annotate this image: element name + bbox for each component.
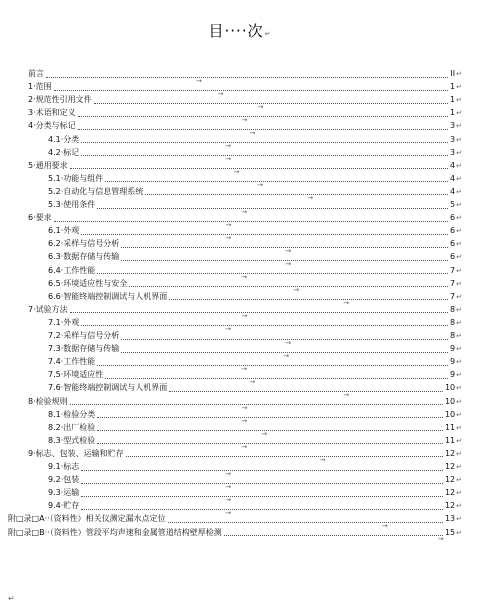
paragraph-mark-icon: ↵: [456, 83, 462, 92]
tab-arrow-icon: →: [343, 390, 350, 399]
toc-entry-page: 9: [450, 344, 456, 354]
tab-arrow-icon: →: [241, 417, 248, 426]
toc-entry-label: 8.1·检验分类: [48, 409, 96, 419]
dot-leader: [97, 430, 443, 439]
paragraph-mark-icon: ↵: [456, 109, 462, 118]
tab-arrow-icon: →: [225, 508, 232, 517]
toc-entry-label: 附□录□B··（资料性）管段平均声速和金属管道结构壁厚检测: [8, 527, 222, 537]
toc-entry-label: 9·标志、包装、运输和贮存: [28, 448, 124, 458]
dot-leader: [78, 128, 448, 137]
paragraph-mark-icon: ↵: [456, 489, 462, 498]
toc-entry-page: 3: [450, 134, 456, 144]
toc-entry-label: 7·试验方法: [28, 304, 68, 314]
tab-arrow-icon: →: [261, 430, 268, 439]
paragraph-mark-icon: ↵: [456, 148, 462, 157]
tab-arrow-icon: →: [225, 495, 232, 504]
tab-arrow-icon: →: [241, 115, 248, 124]
paragraph-mark-icon: ↵: [456, 436, 462, 445]
end-paragraph-mark-icon: ↵: [8, 594, 15, 603]
toc-entry[interactable]: [48, 278, 462, 295]
toc-entry-page: 5: [450, 200, 456, 209]
title-text: 目····次: [208, 22, 264, 40]
toc-entry-label: 5.3·使用条件: [48, 200, 96, 209]
toc-entry-page: 4: [450, 186, 456, 196]
tab-arrow-icon: →: [225, 469, 232, 478]
tab-arrow-icon: →: [241, 273, 248, 281]
paragraph-mark-icon: ↵: [456, 70, 462, 78]
toc-entry-page: 8: [450, 317, 456, 327]
toc-entry-label: 6·要求: [28, 213, 52, 223]
toc-entry-label: 5.1·功能与组件: [48, 173, 104, 183]
toc-entry[interactable]: [28, 120, 462, 137]
toc-entry[interactable]: [48, 461, 462, 478]
toc-entry-page: 6: [450, 226, 456, 236]
toc-entry-page: 6: [450, 213, 456, 223]
toc-entry[interactable]: [48, 251, 462, 268]
dot-leader: [121, 246, 448, 255]
toc-entry-page: 6: [450, 239, 456, 249]
toc-entry-label: 7.1·外观: [48, 317, 80, 327]
toc-entry-label: 7.3·数据存储与传输: [48, 344, 120, 354]
dot-leader: [81, 233, 448, 242]
tab-arrow-icon: →: [249, 128, 256, 137]
paragraph-mark-icon: ↵: [456, 528, 462, 537]
toc-entry[interactable]: [48, 173, 462, 190]
tab-arrow-icon: →: [381, 521, 388, 530]
toc-entry-label: 前言: [28, 69, 44, 78]
toc-entry-label: 附□录□A··（资料性）相关仪测定漏水点定位: [8, 514, 166, 524]
toc-entry-page: 12: [444, 475, 456, 485]
tab-arrow-icon: →: [225, 155, 232, 164]
toc-entry[interactable]: [48, 265, 462, 281]
dot-leader: [169, 299, 448, 308]
toc-entry-page: 1: [450, 108, 456, 118]
toc-entry[interactable]: [28, 448, 462, 465]
toc-entry-page: 9: [450, 357, 456, 367]
toc-entry-page: 12: [444, 462, 456, 471]
toc-entry[interactable]: [48, 487, 462, 504]
toc-entry-label: 9.1·标志: [48, 462, 80, 471]
tab-arrow-icon: →: [225, 482, 232, 491]
paragraph-mark-icon: ↵: [456, 174, 462, 183]
tab-arrow-icon: →: [217, 89, 224, 98]
paragraph-mark-icon: ↵: [456, 345, 462, 354]
toc-entry[interactable]: [28, 160, 462, 177]
toc-entry-page: 7: [450, 265, 456, 275]
paragraph-mark-icon: ↵: [456, 240, 462, 249]
toc-entry-page: 7: [450, 278, 456, 288]
toc-entry-page: 7: [450, 291, 456, 301]
paragraph-mark-icon: ↵: [456, 292, 462, 301]
toc-entry-label: 7.4·工作性能: [48, 357, 96, 367]
toc-entry[interactable]: [48, 134, 462, 150]
dot-leader: [54, 89, 448, 98]
tab-arrow-icon: →: [343, 299, 350, 308]
toc-entry[interactable]: [48, 147, 462, 164]
toc-entry[interactable]: [48, 343, 462, 360]
paragraph-mark-icon: ↵: [456, 410, 462, 419]
toc-entry-label: 8·检验规则: [28, 396, 68, 406]
dot-leader: [81, 469, 443, 478]
dot-leader: [97, 443, 443, 452]
toc-entry-label: 2·规范性引用文件: [28, 95, 92, 105]
toc-entry[interactable]: [28, 212, 462, 229]
paragraph-mark-icon: ↵: [456, 397, 462, 406]
tab-arrow-icon: →: [196, 76, 202, 85]
toc-entry[interactable]: [48, 435, 462, 452]
dot-leader: [121, 259, 448, 268]
toc-entry-label: 8.3·型式检验: [48, 435, 96, 445]
paragraph-mark-icon: ↵: [456, 423, 462, 432]
paragraph-mark-icon: ↵: [456, 266, 462, 275]
dot-leader: [105, 181, 448, 190]
toc-entry-label: 1·范围: [28, 82, 52, 92]
toc-entry-label: 7.6·智能终端控制调试与人机界面: [48, 383, 168, 393]
tab-arrow-icon: →: [257, 102, 264, 111]
paragraph-mark-icon: ↵: [456, 463, 462, 471]
dot-leader: [81, 142, 448, 150]
dot-leader: [121, 338, 448, 347]
tab-arrow-icon: →: [241, 312, 248, 321]
toc-entry-label: 5·通用要求: [28, 160, 68, 170]
dot-leader: [168, 521, 443, 530]
toc-entry[interactable]: [8, 513, 462, 530]
dot-leader: [129, 286, 448, 295]
tab-arrow-icon: →: [319, 456, 326, 465]
toc-entry[interactable]: [48, 317, 462, 334]
tab-arrow-icon: →: [225, 142, 232, 150]
toc-entry-page: 10: [444, 383, 456, 393]
toc-entry-page: 3: [450, 147, 456, 157]
toc-entry[interactable]: [48, 291, 462, 308]
toc-entry-page: II: [450, 69, 456, 78]
tab-arrow-icon: →: [241, 364, 248, 373]
toc-entry[interactable]: [48, 500, 462, 517]
toc-entry-label: 8.2·出厂检验: [48, 422, 96, 432]
tab-arrow-icon: →: [225, 233, 232, 242]
paragraph-mark-icon: ↵: [264, 30, 272, 38]
tab-arrow-icon: →: [307, 194, 314, 203]
tab-arrow-icon: →: [437, 535, 444, 543]
toc-entry[interactable]: [28, 304, 462, 321]
toc-entry-page: 12: [444, 501, 456, 511]
toc-entry-label: 6.1·外观: [48, 226, 80, 236]
dot-leader: [54, 220, 448, 229]
dot-leader: [70, 312, 448, 321]
tab-arrow-icon: →: [241, 443, 248, 452]
paragraph-mark-icon: ↵: [456, 227, 462, 236]
toc-entry-label: 6.4·工作性能: [48, 265, 96, 275]
dot-leader: [70, 404, 443, 412]
paragraph-mark-icon: ↵: [456, 135, 462, 144]
toc-entry-page: 8: [450, 331, 456, 340]
toc-entry-label: 7.2·采样与信号分析: [48, 331, 120, 340]
dot-leader: [81, 482, 443, 491]
toc-entry-page: 4: [450, 173, 456, 183]
toc-entry-page: 9: [450, 370, 456, 380]
paragraph-mark-icon: ↵: [456, 253, 462, 262]
dot-leader: [46, 76, 448, 85]
toc-entry[interactable]: [48, 474, 462, 491]
dot-leader: [121, 351, 448, 360]
toc-entry-label: 6.6·智能终端控制调试与人机界面: [48, 291, 168, 301]
dot-leader: [70, 168, 448, 177]
toc-entry[interactable]: [48, 330, 462, 347]
toc-entry[interactable]: [28, 396, 462, 412]
toc-entry[interactable]: [28, 81, 462, 98]
paragraph-mark-icon: ↵: [456, 305, 462, 314]
tab-arrow-icon: →: [233, 168, 240, 177]
tab-arrow-icon: →: [293, 286, 300, 295]
toc-entry-label: 7.5·环境适应性: [48, 370, 104, 380]
dot-leader: [97, 207, 448, 216]
tab-arrow-icon: →: [283, 351, 290, 360]
tab-arrow-icon: →: [241, 207, 248, 216]
dot-leader: [97, 417, 443, 426]
toc-entry-label: 4.1·分类: [48, 134, 80, 144]
tab-arrow-icon: →: [225, 325, 232, 334]
toc-entry-label: 6.2·采样与信号分析: [48, 239, 120, 249]
paragraph-mark-icon: ↵: [456, 358, 462, 367]
dot-leader: [97, 364, 448, 373]
tab-arrow-icon: →: [285, 246, 292, 255]
tab-arrow-icon: →: [241, 404, 248, 412]
paragraph-mark-icon: ↵: [456, 332, 462, 340]
toc-entry-page: 11: [444, 435, 456, 445]
dot-leader: [81, 155, 448, 164]
dot-leader: [126, 456, 443, 465]
paragraph-mark-icon: ↵: [456, 214, 462, 223]
paragraph-mark-icon: ↵: [456, 371, 462, 380]
toc-entry[interactable]: [48, 186, 462, 203]
toc-entry-label: 3·术语和定义: [28, 108, 76, 118]
tab-arrow-icon: →: [257, 181, 264, 190]
toc-entry[interactable]: [48, 422, 462, 439]
tab-arrow-icon: →: [249, 377, 256, 386]
paragraph-mark-icon: ↵: [456, 122, 462, 131]
toc-entry-page: 15: [444, 527, 456, 537]
tab-arrow-icon: →: [225, 220, 232, 229]
toc-entry[interactable]: [8, 527, 462, 543]
paragraph-mark-icon: ↵: [456, 318, 462, 327]
toc-entry-label: 4.2·标记: [48, 147, 80, 157]
toc-entry-page: 13: [444, 514, 456, 524]
toc-entry-page: 8: [450, 304, 456, 314]
toc-entry-label: 9.3·运输: [48, 488, 80, 498]
toc-entry-page: 4: [450, 160, 456, 170]
toc-entry-page: 1: [450, 95, 456, 105]
dot-leader: [78, 115, 448, 124]
toc-entry-label: 6.3·数据存储与传输: [48, 252, 120, 262]
toc-entry-page: 6: [450, 252, 456, 262]
paragraph-mark-icon: ↵: [456, 187, 462, 196]
toc-entry-label: 4·分类与标记: [28, 121, 76, 131]
tab-arrow-icon: →: [285, 338, 292, 347]
toc-entry-page: 12: [444, 488, 456, 498]
toc-entry[interactable]: [28, 94, 462, 111]
dot-leader: [81, 508, 443, 517]
toc-entry-page: 12: [444, 448, 456, 458]
toc-entry[interactable]: [48, 199, 462, 216]
dot-leader: [224, 535, 444, 543]
tab-arrow-icon: →: [285, 259, 292, 268]
paragraph-mark-icon: ↵: [456, 449, 462, 458]
dot-leader: [105, 377, 448, 386]
dot-leader: [169, 390, 443, 399]
paragraph-mark-icon: ↵: [456, 515, 462, 524]
toc-entry-label: 9.2·包装: [48, 475, 80, 485]
paragraph-mark-icon: ↵: [456, 502, 462, 511]
toc-entry-page: 10: [444, 409, 456, 419]
toc-entry[interactable]: [28, 68, 462, 85]
paragraph-mark-icon: ↵: [456, 96, 462, 105]
paragraph-mark-icon: ↵: [456, 279, 462, 288]
paragraph-mark-icon: ↵: [456, 476, 462, 485]
toc-entry[interactable]: [48, 369, 462, 386]
paragraph-mark-icon: ↵: [456, 161, 462, 170]
toc-entry-page: 1: [450, 82, 456, 92]
toc-entry[interactable]: [48, 409, 462, 426]
toc-entry[interactable]: [48, 238, 462, 255]
toc-entry[interactable]: [48, 225, 462, 242]
toc-entry-page: 3: [450, 121, 456, 131]
toc-entry-page: 11: [444, 422, 456, 432]
toc-entry-label: 5.2·自动化与信息管理系统: [48, 186, 144, 196]
paragraph-mark-icon: ↵: [456, 384, 462, 393]
dot-leader: [81, 495, 443, 504]
paragraph-mark-icon: ↵: [456, 201, 462, 209]
toc-entry-label: 9.4·贮存: [48, 501, 80, 511]
toc-entry[interactable]: [28, 107, 462, 124]
toc-entry-label: 6.5·环境适应性与安全: [48, 278, 128, 288]
toc-entry[interactable]: [48, 382, 462, 399]
dot-leader: [97, 273, 448, 281]
toc-entry-page: 10: [444, 396, 456, 406]
toc-entry[interactable]: [48, 356, 462, 373]
dot-leader: [81, 325, 448, 334]
dot-leader: [145, 194, 448, 203]
dot-leader: [94, 102, 448, 111]
